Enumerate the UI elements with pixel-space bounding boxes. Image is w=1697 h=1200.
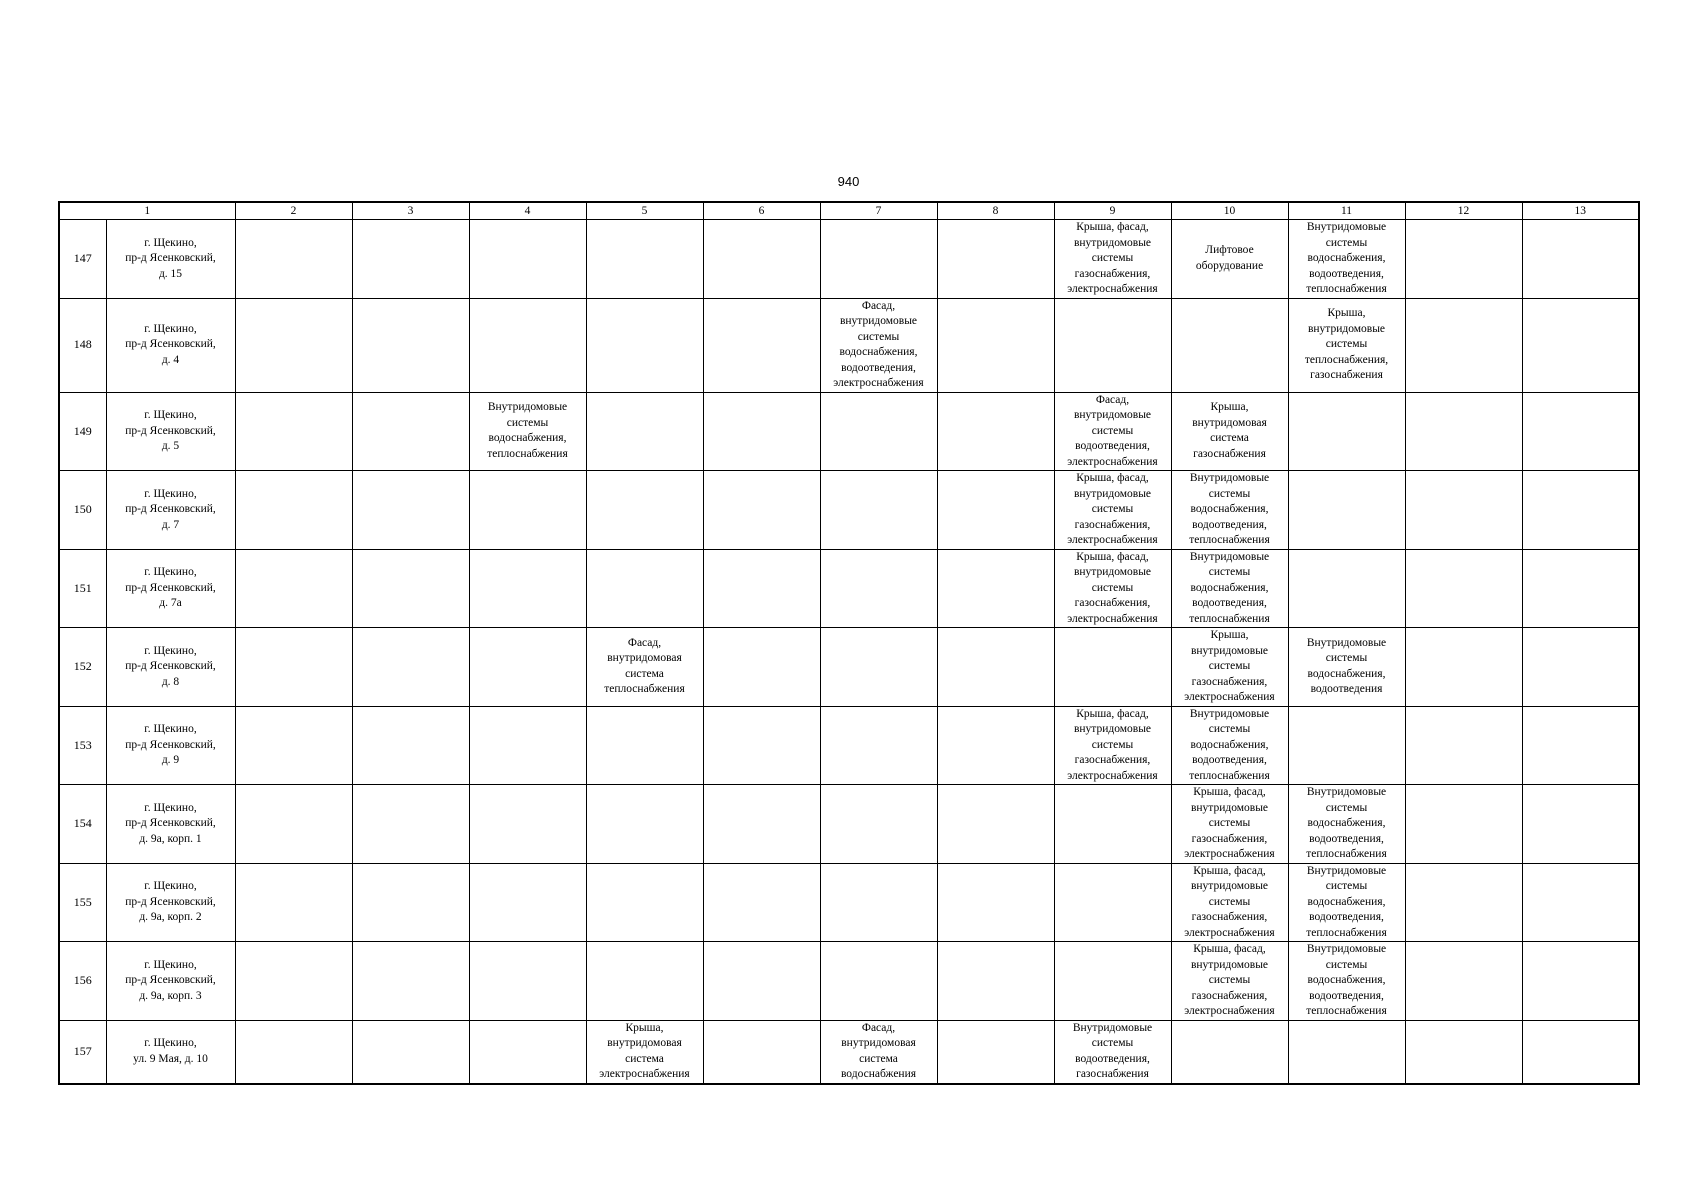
work-text: Внутридомовые системы водоснабжения, водоотведения bbox=[1306, 636, 1387, 696]
work-cell bbox=[235, 471, 352, 550]
address-text: г. Щекино, пр-д Ясенковский, д. 8 bbox=[125, 644, 216, 688]
work-text: Крыша, внутридомовая система газоснабжения bbox=[1192, 401, 1267, 460]
address-cell bbox=[106, 785, 235, 864]
work-cell bbox=[1522, 392, 1639, 471]
row-number: 153 bbox=[59, 706, 106, 785]
work-cell bbox=[1288, 628, 1405, 707]
work-cell bbox=[703, 628, 820, 707]
work-cell bbox=[703, 942, 820, 1021]
table-row bbox=[59, 628, 1639, 707]
table-row bbox=[59, 1020, 1639, 1084]
column-header: 6 bbox=[703, 202, 820, 220]
column-header: 11 bbox=[1288, 202, 1405, 220]
address-text: г. Щекино, ул. 9 Мая, д. 10 bbox=[133, 1037, 208, 1065]
work-cell bbox=[586, 785, 703, 864]
work-cell bbox=[352, 628, 469, 707]
work-text: Внутридомовые системы водоснабжения, водоотведения, теплоснабжения bbox=[1306, 943, 1387, 1017]
address-text: г. Щекино, пр-д Ясенковский, д. 7 bbox=[125, 487, 216, 531]
address-text: г. Щекино, пр-д Ясенковский, д. 15 bbox=[125, 236, 216, 280]
work-cell bbox=[469, 706, 586, 785]
work-cell bbox=[352, 706, 469, 785]
work-cell bbox=[1054, 942, 1171, 1021]
work-text: Внутридомовые системы водоснабжения, теплоснабжения bbox=[487, 401, 568, 460]
work-cell bbox=[235, 863, 352, 942]
work-cell bbox=[820, 549, 937, 628]
table-row bbox=[59, 220, 1639, 299]
work-cell bbox=[937, 471, 1054, 550]
work-cell bbox=[352, 863, 469, 942]
work-cell bbox=[235, 392, 352, 471]
address-cell bbox=[106, 298, 235, 392]
work-cell bbox=[937, 942, 1054, 1021]
work-cell bbox=[586, 220, 703, 299]
table-row bbox=[59, 298, 1639, 392]
column-header: 1 bbox=[59, 202, 235, 220]
work-cell bbox=[820, 392, 937, 471]
column-header: 2 bbox=[235, 202, 352, 220]
work-cell bbox=[820, 628, 937, 707]
work-cell bbox=[1171, 220, 1288, 299]
work-cell bbox=[820, 706, 937, 785]
work-cell bbox=[1171, 392, 1288, 471]
work-text: Крыша, фасад, внутридомовые системы газоснабжения, электроснабжения bbox=[1067, 221, 1158, 295]
address-cell bbox=[106, 628, 235, 707]
work-cell bbox=[1405, 471, 1522, 550]
work-cell bbox=[235, 706, 352, 785]
table-row bbox=[59, 785, 1639, 864]
work-cell bbox=[820, 298, 937, 392]
work-cell bbox=[352, 549, 469, 628]
work-cell bbox=[1054, 628, 1171, 707]
column-header: 8 bbox=[937, 202, 1054, 220]
work-cell bbox=[937, 220, 1054, 299]
work-cell bbox=[1288, 471, 1405, 550]
work-cell bbox=[1522, 549, 1639, 628]
work-cell bbox=[586, 628, 703, 707]
work-cell bbox=[469, 549, 586, 628]
work-cell bbox=[352, 220, 469, 299]
work-cell bbox=[1522, 863, 1639, 942]
work-cell bbox=[1405, 220, 1522, 299]
work-cell bbox=[1054, 298, 1171, 392]
column-header: 10 bbox=[1171, 202, 1288, 220]
work-cell bbox=[703, 706, 820, 785]
address-cell bbox=[106, 220, 235, 299]
work-cell bbox=[1405, 1020, 1522, 1084]
work-cell bbox=[1288, 298, 1405, 392]
work-cell bbox=[703, 392, 820, 471]
work-cell bbox=[1288, 706, 1405, 785]
work-cell bbox=[703, 1020, 820, 1084]
work-cell bbox=[1054, 220, 1171, 299]
work-cell bbox=[586, 392, 703, 471]
work-cell bbox=[1522, 471, 1639, 550]
work-text: Внутридомовые системы водоснабжения, водоотведения, теплоснабжения bbox=[1189, 707, 1270, 782]
work-cell bbox=[820, 863, 937, 942]
work-text: Крыша, фасад, внутридомовые системы газоснабжения, электроснабжения bbox=[1067, 550, 1158, 625]
work-text: Фасад, внутридомовые системы водоотведения, электроснабжения bbox=[1067, 393, 1158, 468]
work-cell bbox=[1405, 942, 1522, 1021]
row-number: 152 bbox=[59, 628, 106, 707]
work-cell bbox=[352, 471, 469, 550]
work-cell bbox=[820, 942, 937, 1021]
work-cell bbox=[1405, 706, 1522, 785]
column-header: 5 bbox=[586, 202, 703, 220]
work-cell bbox=[703, 785, 820, 864]
work-cell bbox=[937, 549, 1054, 628]
work-cell bbox=[586, 471, 703, 550]
work-text: Внутридомовые системы водоснабжения, водоотведения, теплоснабжения bbox=[1306, 221, 1387, 295]
work-cell bbox=[1054, 1020, 1171, 1084]
work-cell bbox=[1288, 220, 1405, 299]
row-number: 151 bbox=[59, 549, 106, 628]
work-text: Крыша, фасад, внутридомовые системы газоснабжения, электроснабжения bbox=[1184, 864, 1275, 939]
work-cell bbox=[937, 785, 1054, 864]
address-cell bbox=[106, 392, 235, 471]
table-row bbox=[59, 942, 1639, 1021]
work-cell bbox=[1522, 628, 1639, 707]
address-text: г. Щекино, пр-д Ясенковский, д. 9а, корп. 2 bbox=[125, 880, 216, 923]
work-text: Крыша, фасад, внутридомовые системы газоснабжения, электроснабжения bbox=[1184, 786, 1275, 860]
address-cell bbox=[106, 942, 235, 1021]
work-cell bbox=[1288, 549, 1405, 628]
work-cell bbox=[1171, 785, 1288, 864]
work-cell bbox=[1054, 863, 1171, 942]
row-number: 148 bbox=[59, 298, 106, 392]
table-row bbox=[59, 863, 1639, 942]
address-text: г. Щекино, пр-д Ясенковский, д. 4 bbox=[125, 322, 216, 366]
work-text: Фасад, внутридомовые системы водоснабжения, водоотведения, электроснабжения bbox=[833, 299, 924, 389]
address-text: г. Щекино, пр-д Ясенковский, д. 7а bbox=[125, 566, 216, 609]
work-cell bbox=[1171, 942, 1288, 1021]
work-cell bbox=[1054, 471, 1171, 550]
work-cell bbox=[820, 1020, 937, 1084]
work-cell bbox=[1288, 1020, 1405, 1084]
work-text: Фасад, внутридомовая система водоснабжения bbox=[840, 1021, 917, 1080]
work-cell bbox=[352, 785, 469, 864]
work-text: Крыша, фасад, внутридомовые системы газоснабжения, электроснабжения bbox=[1067, 707, 1158, 782]
work-cell bbox=[1171, 706, 1288, 785]
work-cell bbox=[1171, 549, 1288, 628]
work-cell bbox=[1405, 785, 1522, 864]
work-cell bbox=[469, 863, 586, 942]
work-text: Внутридомовые системы водоснабжения, водоотведения, теплоснабжения bbox=[1189, 472, 1270, 546]
work-cell bbox=[586, 1020, 703, 1084]
work-cell bbox=[1171, 628, 1288, 707]
work-cell bbox=[469, 942, 586, 1021]
work-cell bbox=[937, 298, 1054, 392]
work-cell bbox=[1522, 706, 1639, 785]
address-cell bbox=[106, 1020, 235, 1084]
work-cell bbox=[469, 628, 586, 707]
work-cell bbox=[586, 298, 703, 392]
row-number: 157 bbox=[59, 1020, 106, 1084]
address-cell bbox=[106, 706, 235, 785]
work-text: Лифтовое оборудование bbox=[1195, 244, 1264, 272]
work-cell bbox=[235, 220, 352, 299]
row-number: 156 bbox=[59, 942, 106, 1021]
work-cell bbox=[1171, 863, 1288, 942]
column-header: 3 bbox=[352, 202, 469, 220]
work-cell bbox=[469, 392, 586, 471]
work-cell bbox=[1054, 785, 1171, 864]
column-header: 4 bbox=[469, 202, 586, 220]
table-row bbox=[59, 549, 1639, 628]
work-cell bbox=[469, 471, 586, 550]
work-cell bbox=[1405, 863, 1522, 942]
work-cell bbox=[937, 628, 1054, 707]
work-cell bbox=[820, 220, 937, 299]
work-cell bbox=[1405, 298, 1522, 392]
work-cell bbox=[586, 863, 703, 942]
work-cell bbox=[703, 549, 820, 628]
work-cell bbox=[1405, 549, 1522, 628]
column-header: 7 bbox=[820, 202, 937, 220]
work-cell bbox=[703, 220, 820, 299]
work-cell bbox=[586, 549, 703, 628]
work-text: Внутридомовые системы водоотведения, газоснабжения bbox=[1072, 1021, 1153, 1080]
work-text: Крыша, внутридомовые системы теплоснабжения, газоснабжения bbox=[1304, 307, 1389, 382]
work-cell bbox=[1522, 220, 1639, 299]
work-cell bbox=[1054, 549, 1171, 628]
work-text: Внутридомовые системы водоснабжения, водоотведения, теплоснабжения bbox=[1306, 864, 1387, 939]
work-cell bbox=[1522, 298, 1639, 392]
work-text: Крыша, внутридомовая система электроснабжения bbox=[599, 1021, 690, 1080]
work-cell bbox=[469, 1020, 586, 1084]
row-number: 147 bbox=[59, 220, 106, 299]
work-cell bbox=[586, 706, 703, 785]
work-cell bbox=[1171, 471, 1288, 550]
work-cell bbox=[235, 628, 352, 707]
work-cell bbox=[1288, 785, 1405, 864]
work-cell bbox=[469, 298, 586, 392]
work-cell bbox=[352, 298, 469, 392]
address-cell bbox=[106, 549, 235, 628]
address-text: г. Щекино, пр-д Ясенковский, д. 9а, корп. 3 bbox=[125, 958, 216, 1002]
work-cell bbox=[1288, 942, 1405, 1021]
work-cell bbox=[1522, 1020, 1639, 1084]
work-cell bbox=[1288, 392, 1405, 471]
address-text: г. Щекино, пр-д Ясенковский, д. 9а, корп. 1 bbox=[125, 801, 216, 845]
repair-schedule-table bbox=[58, 201, 1640, 1085]
work-cell bbox=[235, 785, 352, 864]
work-cell bbox=[1171, 1020, 1288, 1084]
work-cell bbox=[469, 220, 586, 299]
work-cell bbox=[352, 942, 469, 1021]
address-text: г. Щекино, пр-д Ясенковский, д. 5 bbox=[125, 409, 216, 452]
work-text: Крыша, внутридомовые системы газоснабжения, электроснабжения bbox=[1184, 629, 1275, 703]
address-cell bbox=[106, 471, 235, 550]
address-text: г. Щекино, пр-д Ясенковский, д. 9 bbox=[125, 723, 216, 766]
work-cell bbox=[937, 392, 1054, 471]
work-text: Фасад, внутридомовая система теплоснабжения bbox=[604, 636, 685, 696]
column-header: 13 bbox=[1522, 202, 1639, 220]
work-cell bbox=[820, 471, 937, 550]
work-cell bbox=[469, 785, 586, 864]
work-cell bbox=[235, 549, 352, 628]
work-cell bbox=[937, 863, 1054, 942]
work-cell bbox=[1054, 392, 1171, 471]
work-cell bbox=[1405, 628, 1522, 707]
work-cell bbox=[703, 298, 820, 392]
row-number: 154 bbox=[59, 785, 106, 864]
work-cell bbox=[586, 942, 703, 1021]
work-cell bbox=[1522, 785, 1639, 864]
work-cell bbox=[1171, 298, 1288, 392]
page-number: 940 bbox=[837, 174, 860, 189]
work-cell bbox=[1522, 942, 1639, 1021]
column-header: 12 bbox=[1405, 202, 1522, 220]
row-number: 155 bbox=[59, 863, 106, 942]
work-cell bbox=[1054, 706, 1171, 785]
work-cell bbox=[1288, 863, 1405, 942]
table-row bbox=[59, 392, 1639, 471]
work-text: Внутридомовые системы водоснабжения, водоотведения, теплоснабжения bbox=[1189, 550, 1270, 625]
work-text: Крыша, фасад, внутридомовые системы газоснабжения, электроснабжения bbox=[1067, 472, 1158, 546]
table-row bbox=[59, 706, 1639, 785]
work-cell bbox=[703, 863, 820, 942]
work-cell bbox=[235, 298, 352, 392]
row-number: 150 bbox=[59, 471, 106, 550]
work-cell bbox=[235, 942, 352, 1021]
work-cell bbox=[352, 392, 469, 471]
work-cell bbox=[937, 1020, 1054, 1084]
work-cell bbox=[235, 1020, 352, 1084]
work-cell bbox=[703, 471, 820, 550]
work-cell bbox=[820, 785, 937, 864]
header-row bbox=[59, 202, 1639, 220]
work-cell bbox=[1405, 392, 1522, 471]
work-cell bbox=[352, 1020, 469, 1084]
work-cell bbox=[937, 706, 1054, 785]
address-cell bbox=[106, 863, 235, 942]
work-text: Внутридомовые системы водоснабжения, водоотведения, теплоснабжения bbox=[1306, 786, 1387, 860]
row-number: 149 bbox=[59, 392, 106, 471]
work-text: Крыша, фасад, внутридомовые системы газоснабжения, электроснабжения bbox=[1184, 943, 1275, 1017]
column-header: 9 bbox=[1054, 202, 1171, 220]
table-row bbox=[59, 471, 1639, 550]
